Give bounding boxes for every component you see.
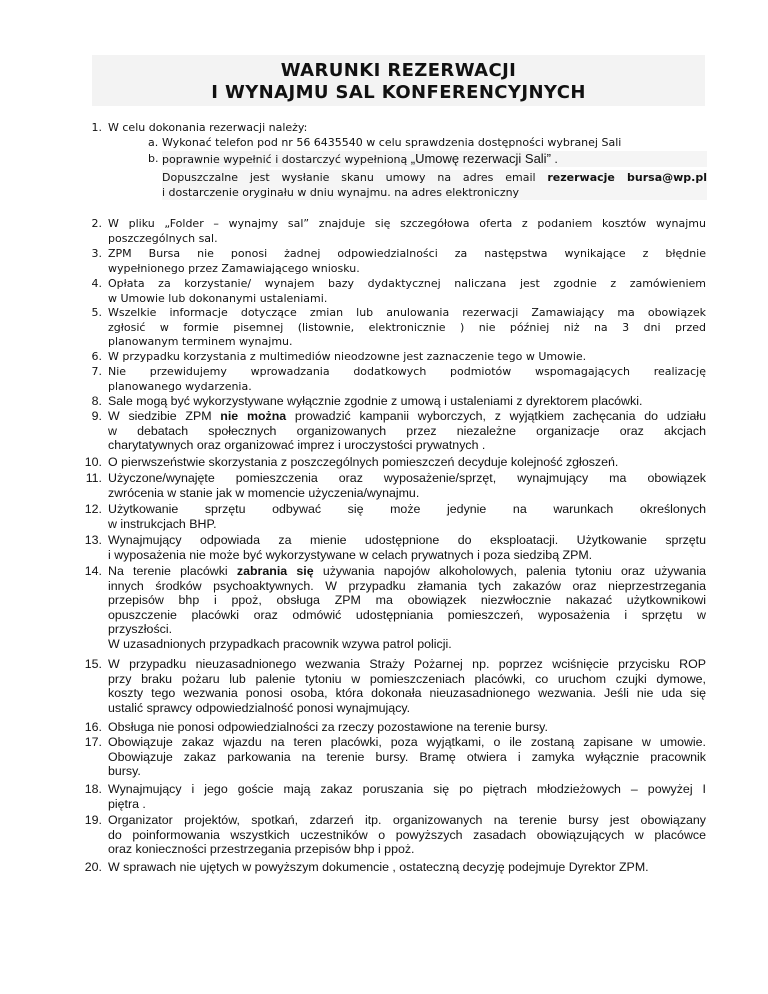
item-line: poszczególnych sal.: [108, 231, 218, 245]
item-line: W przypadku korzystania z multimediów nieodzowne jest zaznaczenie tego w Umowie.: [108, 350, 587, 363]
item-line: do poinformowania wszystkich uczestników o powyższych zasadach obowiązujących w placówce: [108, 827, 706, 842]
list-item-8: [91, 394, 706, 409]
item-line: Użyczone/wynajęte pomieszczenia oraz wyposażenie/sprzęt, wynajmujący ma obowiązek: [108, 471, 706, 485]
item-number: 18.: [84, 782, 102, 796]
list-item-15: [84, 657, 706, 715]
item-line: zgłosić w formie pisemnej (listownie, elektronicznie ) nie później niż na 3 dni przed: [108, 320, 706, 334]
list-item-17: [84, 735, 706, 779]
item-number: 9.: [91, 409, 102, 423]
note-email: rezerwacje bursa@wp.pl: [547, 171, 707, 184]
list-item-6: [91, 350, 706, 365]
item-line: w instrukcjach BHP.: [108, 516, 217, 531]
item-text: Na terenie placówki: [108, 564, 237, 578]
list-item-1: [91, 121, 706, 136]
sub-item-b: [148, 151, 707, 167]
item-line: ustalić sprawcy odpowiedzialność ponosi wynajmujący.: [108, 700, 411, 715]
item-number: 14.: [84, 564, 102, 578]
sub-item-text: Wykonać telefon pod nr 56 6435540 w celu sprawdzenia dostępności wybranej Sali: [162, 136, 622, 149]
list-item-18: [84, 782, 706, 811]
item-text: używania napojów alkoholowych, palenia tytoniu oraz używania: [313, 564, 706, 578]
item-line: piętra .: [108, 796, 146, 811]
item-number: 6.: [91, 350, 102, 363]
item-line: Wynajmujący i jego goście mają zakaz poruszania się po piętrach młodzieżowych – powyżej I: [108, 782, 706, 796]
sub-item-label: b.: [148, 152, 159, 165]
item-line: koszty tego wezwania ponosi osoba, która dokonała nieuzasadnionego wezwania. Jeśli nie uda się: [108, 686, 706, 701]
contract-name: „Umowę rezerwacji Sali”: [410, 151, 551, 166]
item-line: charytatywnych oraz organizować imprez i uroczystości prywatnych .: [108, 438, 486, 453]
item-line: planowanym terminem wynajmu.: [108, 335, 293, 349]
item-line: Wynajmujący odpowiada za mienie udostępnione do eksploatacji. Użytkowanie sprzętu: [108, 533, 706, 547]
note-line-2: i dostarczenie oryginału w dniu wynajmu. na adres elektroniczny: [162, 186, 520, 199]
item-line: w debatach społecznych organizowanych przez niezależne organizacje oraz akcjach: [108, 423, 706, 438]
item-text: W celu dokonania rezerwacji należy:: [108, 121, 308, 134]
item-line: oraz konieczności przestrzegania przepisów bhp i ppoż.: [108, 842, 415, 857]
item-number: 5.: [91, 306, 102, 319]
list-item-7: [91, 365, 706, 394]
list-item-19: [84, 813, 706, 857]
document-title: [92, 60, 705, 104]
item-number: 17.: [84, 735, 102, 749]
item-number: 4.: [91, 277, 102, 290]
item-line: przyszłości.: [108, 622, 173, 637]
item-emphasis: nie można: [220, 409, 287, 423]
item-text: prowadzić kampanii wyborczych, z wyjątkiem zachęcania do udziału: [286, 409, 706, 423]
item-line: O pierwszeństwie skorzystania z poszczególnych pomieszczeń decyduje kolejność zgłoszeń.: [108, 455, 619, 469]
item-number: 3.: [91, 247, 102, 260]
item-line: Obowiązuje zakaz wjazdu na teren placówki, poza wyjątkami, o ile zostaną zapisane w umowie.: [108, 735, 706, 749]
item-line: W uzasadnionych przypadkach pracownik wzywa patrol policji.: [108, 636, 452, 651]
item-line: Obsługa nie ponosi odpowiedzialności za rzeczy pozostawione na terenie bursy.: [108, 720, 548, 734]
item-number: 16.: [84, 720, 102, 734]
sub-item-end: .: [550, 153, 558, 166]
list-item-13: [84, 533, 706, 562]
sub-item-text: poprawnie wypełnić i dostarczyć wypełnioną: [162, 153, 411, 166]
item-line: W sprawach nie ujętych w powyższym dokumencie , ostateczną decyzję podejmuje Dyrektor ZPM.: [108, 860, 649, 874]
item-line: i wyposażenia nie może być wykorzystywane w celach prywatnych i poza siedzibą ZPM.: [108, 547, 593, 562]
list-item-3: [91, 247, 706, 276]
item-line: przepisów bhp i ppoż, obsługa ZPM ma obowiązek niezwłocznie nakazać użytkownikowi: [108, 593, 706, 608]
list-item-4: [91, 277, 706, 306]
item-text: W siedzibie ZPM: [108, 409, 221, 423]
item-line: zwrócenia w stanie jak w momencie użyczenia/wynajmu.: [108, 485, 420, 500]
item-line: Organizator projektów, spotkań, zdarzeń itp. organizowanych na terenie bursy jest obowiązany: [108, 813, 706, 827]
item-number: 2.: [91, 217, 102, 230]
item-line: innych środków psychoaktywnych. W przypadku złamania tych zakazów oraz nieprzestrzegania: [108, 578, 706, 593]
item-line: W pliku „Folder – wynajmy sal” znajduje się szczegółowa oferta z podaniem kosztów wynajmu: [108, 217, 706, 230]
item-line: przy braku pożaru lub palenie tytoniu w pomieszczeniach placówki, co uruchom czujki dymowe,: [108, 671, 706, 686]
item-number: 11.: [85, 471, 102, 485]
item-number: 13.: [84, 533, 102, 547]
item-line: Obowiązuje zakaz parkowania na terenie bursy. Bramę otwiera i zamyka wyłącznie pracownik: [108, 749, 706, 764]
item-line: Użytkowanie sprzętu odbywać się może jedynie na warunkach określonych: [108, 502, 706, 516]
list-item-20: [84, 860, 706, 875]
list-item-14: [84, 564, 706, 652]
item-number: 15.: [84, 657, 102, 671]
note-text: Dopuszczalne jest wysłanie skanu umowy na adres email: [162, 171, 548, 184]
title-line-2: I WYNAJMU SAL KONFERENCYJNYCH: [211, 82, 586, 103]
item-line: W przypadku nieuzasadnionego wezwania Straży Pożarnej np. poprzez wciśnięcie przycisku ROP: [108, 657, 706, 671]
item-line: bursy.: [108, 764, 141, 779]
item-line: Opłata za korzystanie/ wynajem bazy dydaktycznej naliczana jest zgodnie z zamówieniem: [108, 277, 706, 290]
sub-item-label: a.: [148, 136, 159, 149]
item-line: ZPM Bursa nie ponosi żadnej odpowiedzialności za następstwa wynikające z błędnie: [108, 247, 706, 260]
item-number: 19.: [84, 813, 102, 827]
item-line: Nie przewidujemy wprowadzania dodatkowych podmiotów wspomagających realizację: [108, 365, 706, 378]
item-line: w Umowie lub dokonanymi ustaleniami.: [108, 291, 328, 305]
item-line: Wszelkie informacje dotyczące zmian lub anulowania rezerwacji Zamawiający ma obowiązek: [108, 306, 706, 319]
item-line: Sale mogą być wykorzystywane wyłącznie zgodnie z umową i ustaleniami z dyrektorem placówki.: [108, 394, 643, 408]
title-line-1: WARUNKI REZERWACJI: [280, 60, 517, 81]
item-line: opuszczenie placówki oraz odmówić udostępniania pomieszczeń, wyposażenia i sprzętu w: [108, 607, 706, 622]
list-item-5: [91, 306, 706, 350]
list-item-2: [91, 217, 706, 246]
item-number: 8.: [91, 394, 102, 408]
item-number: 1.: [91, 121, 102, 134]
list-item-16: [84, 720, 706, 735]
list-item-10: [84, 455, 706, 470]
list-item-11: [85, 471, 706, 500]
sub-item-a: [148, 135, 622, 150]
item-line: planowanego wydarzenia.: [108, 379, 252, 393]
item-emphasis: zabrania się: [236, 564, 314, 578]
item-number: 10.: [84, 455, 102, 469]
item-number: 7.: [91, 365, 102, 378]
item-number: 20.: [84, 860, 102, 874]
email-note: [162, 170, 707, 200]
list-item-9: [91, 409, 706, 453]
item-line: wypełnionego przez Zamawiającego wniosku.: [108, 261, 360, 275]
list-item-12: [84, 502, 706, 531]
item-number: 12.: [84, 502, 102, 516]
